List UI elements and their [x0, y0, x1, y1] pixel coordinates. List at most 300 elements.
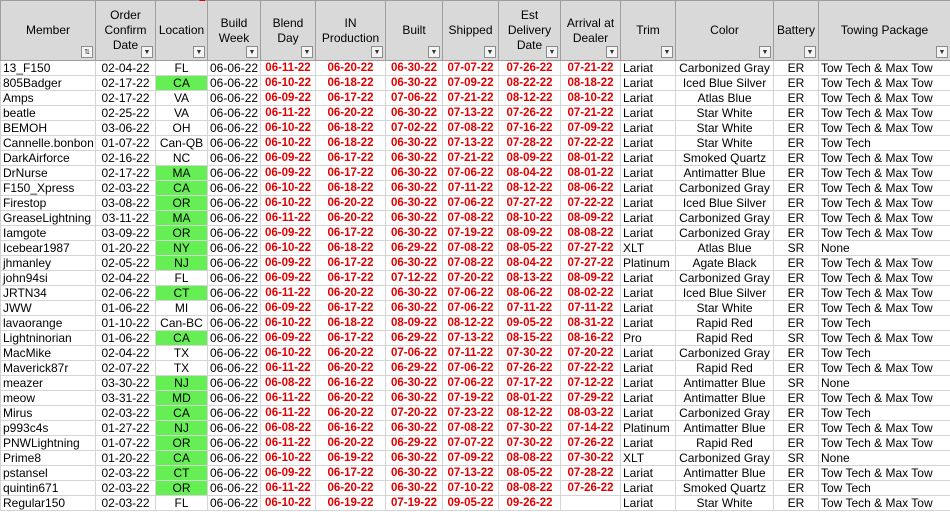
- cell-blend[interactable]: 06-08-22: [261, 376, 316, 391]
- cell-arr[interactable]: 07-11-22: [561, 301, 621, 316]
- cell-ship[interactable]: 07-08-22: [443, 211, 499, 226]
- cell-color[interactable]: Rapid Red: [676, 331, 774, 346]
- cell-est[interactable]: 08-09-22: [499, 151, 561, 166]
- cell-tow[interactable]: Tow Tech: [819, 346, 950, 361]
- cell-ocd[interactable]: 01-10-22: [96, 316, 156, 331]
- cell-built[interactable]: 07-06-22: [386, 346, 443, 361]
- cell-member[interactable]: JWW: [1, 301, 96, 316]
- cell-member[interactable]: p993c4s: [1, 421, 96, 436]
- cell-member[interactable]: JRTN34: [1, 286, 96, 301]
- cell-ocd[interactable]: 02-25-22: [96, 106, 156, 121]
- cell-ocd[interactable]: 02-17-22: [96, 166, 156, 181]
- column-header-bw[interactable]: [208, 1, 261, 61]
- cell-blend[interactable]: 06-11-22: [261, 436, 316, 451]
- cell-loc[interactable]: MI: [156, 301, 208, 316]
- cell-bw[interactable]: 06-06-22: [208, 421, 261, 436]
- cell-tow[interactable]: Tow Tech & Max Tow: [819, 421, 950, 436]
- cell-member[interactable]: Mirus: [1, 406, 96, 421]
- cell-loc[interactable]: MA: [156, 211, 208, 226]
- cell-loc[interactable]: OR: [156, 481, 208, 496]
- cell-member[interactable]: GreaseLightning: [1, 211, 96, 226]
- cell-arr[interactable]: 08-01-22: [561, 151, 621, 166]
- column-header-ship[interactable]: [443, 1, 499, 61]
- cell-loc[interactable]: FL: [156, 496, 208, 511]
- cell-built[interactable]: 06-30-22: [386, 76, 443, 91]
- filter-dropdown-icon[interactable]: ▼: [661, 46, 673, 58]
- cell-inprod[interactable]: 06-18-22: [316, 121, 386, 136]
- cell-arr[interactable]: 07-14-22: [561, 421, 621, 436]
- cell-loc[interactable]: CA: [156, 406, 208, 421]
- cell-loc[interactable]: OR: [156, 436, 208, 451]
- cell-tow[interactable]: Tow Tech & Max Tow: [819, 331, 950, 346]
- cell-member[interactable]: lavaorange: [1, 316, 96, 331]
- cell-color[interactable]: Antimatter Blue: [676, 376, 774, 391]
- filter-dropdown-icon[interactable]: ▼: [141, 46, 153, 58]
- filter-dropdown-icon[interactable]: ▼: [546, 46, 558, 58]
- cell-arr[interactable]: 07-12-22: [561, 376, 621, 391]
- cell-inprod[interactable]: 06-18-22: [316, 316, 386, 331]
- cell-color[interactable]: Carbonized Gray: [676, 346, 774, 361]
- cell-color[interactable]: Iced Blue Silver: [676, 196, 774, 211]
- column-header-blend[interactable]: [261, 1, 316, 61]
- cell-bw[interactable]: 06-06-22: [208, 466, 261, 481]
- cell-bat[interactable]: ER: [774, 391, 819, 406]
- cell-est[interactable]: 07-30-22: [499, 421, 561, 436]
- column-header-color[interactable]: [676, 1, 774, 61]
- cell-bw[interactable]: 06-06-22: [208, 436, 261, 451]
- cell-built[interactable]: 06-30-22: [386, 391, 443, 406]
- cell-est[interactable]: 07-30-22: [499, 346, 561, 361]
- cell-bw[interactable]: 06-06-22: [208, 136, 261, 151]
- cell-bat[interactable]: ER: [774, 136, 819, 151]
- cell-built[interactable]: 06-29-22: [386, 436, 443, 451]
- cell-loc[interactable]: FL: [156, 61, 208, 76]
- cell-trim[interactable]: XLT: [621, 241, 676, 256]
- cell-loc[interactable]: OR: [156, 196, 208, 211]
- cell-ship[interactable]: 07-21-22: [443, 91, 499, 106]
- filter-dropdown-icon[interactable]: ▼: [301, 46, 313, 58]
- cell-ship[interactable]: 07-20-22: [443, 271, 499, 286]
- column-header-trim[interactable]: [621, 1, 676, 61]
- cell-est[interactable]: 07-28-22: [499, 136, 561, 151]
- cell-trim[interactable]: Lariat: [621, 496, 676, 511]
- cell-inprod[interactable]: 06-20-22: [316, 391, 386, 406]
- cell-color[interactable]: Carbonized Gray: [676, 226, 774, 241]
- cell-ship[interactable]: 07-06-22: [443, 196, 499, 211]
- cell-blend[interactable]: 06-11-22: [261, 211, 316, 226]
- cell-member[interactable]: Prime8: [1, 451, 96, 466]
- cell-est[interactable]: 07-11-22: [499, 301, 561, 316]
- cell-built[interactable]: 06-30-22: [386, 166, 443, 181]
- cell-est[interactable]: 08-01-22: [499, 391, 561, 406]
- cell-bw[interactable]: 06-06-22: [208, 391, 261, 406]
- cell-loc[interactable]: TX: [156, 361, 208, 376]
- cell-inprod[interactable]: 06-17-22: [316, 466, 386, 481]
- cell-inprod[interactable]: 06-16-22: [316, 376, 386, 391]
- cell-blend[interactable]: 06-09-22: [261, 151, 316, 166]
- cell-est[interactable]: 08-05-22: [499, 466, 561, 481]
- cell-color[interactable]: Carbonized Gray: [676, 271, 774, 286]
- cell-blend[interactable]: 06-10-22: [261, 316, 316, 331]
- cell-loc[interactable]: TX: [156, 346, 208, 361]
- cell-member[interactable]: Firestop: [1, 196, 96, 211]
- cell-trim[interactable]: Lariat: [621, 316, 676, 331]
- cell-tow[interactable]: Tow Tech & Max Tow: [819, 226, 950, 241]
- cell-color[interactable]: Iced Blue Silver: [676, 76, 774, 91]
- cell-bat[interactable]: ER: [774, 61, 819, 76]
- cell-color[interactable]: Rapid Red: [676, 436, 774, 451]
- cell-inprod[interactable]: 06-20-22: [316, 211, 386, 226]
- cell-loc[interactable]: NJ: [156, 256, 208, 271]
- cell-ship[interactable]: 07-13-22: [443, 106, 499, 121]
- cell-trim[interactable]: Lariat: [621, 346, 676, 361]
- cell-built[interactable]: 06-30-22: [386, 136, 443, 151]
- cell-arr[interactable]: 08-09-22: [561, 271, 621, 286]
- filter-dropdown-icon[interactable]: ▼: [804, 46, 816, 58]
- cell-built[interactable]: 06-30-22: [386, 151, 443, 166]
- cell-inprod[interactable]: 06-17-22: [316, 271, 386, 286]
- cell-ship[interactable]: 07-08-22: [443, 256, 499, 271]
- cell-ocd[interactable]: 02-03-22: [96, 181, 156, 196]
- cell-arr[interactable]: 08-03-22: [561, 406, 621, 421]
- cell-loc[interactable]: FL: [156, 271, 208, 286]
- cell-inprod[interactable]: 06-17-22: [316, 226, 386, 241]
- cell-tow[interactable]: Tow Tech & Max Tow: [819, 271, 950, 286]
- cell-inprod[interactable]: 06-20-22: [316, 481, 386, 496]
- cell-arr[interactable]: 08-02-22: [561, 286, 621, 301]
- cell-ship[interactable]: 07-06-22: [443, 166, 499, 181]
- cell-built[interactable]: 06-30-22: [386, 211, 443, 226]
- cell-member[interactable]: Icebear1987: [1, 241, 96, 256]
- cell-bw[interactable]: 06-06-22: [208, 316, 261, 331]
- filter-dropdown-icon[interactable]: ▼: [936, 46, 948, 58]
- cell-tow[interactable]: Tow Tech: [819, 481, 950, 496]
- cell-blend[interactable]: 06-09-22: [261, 91, 316, 106]
- cell-ship[interactable]: 07-08-22: [443, 241, 499, 256]
- cell-tow[interactable]: Tow Tech & Max Tow: [819, 106, 950, 121]
- cell-color[interactable]: Carbonized Gray: [676, 406, 774, 421]
- cell-inprod[interactable]: 06-20-22: [316, 346, 386, 361]
- column-header-built[interactable]: [386, 1, 443, 61]
- cell-est[interactable]: 08-10-22: [499, 211, 561, 226]
- cell-member[interactable]: john94si: [1, 271, 96, 286]
- cell-loc[interactable]: Can-BC: [156, 316, 208, 331]
- cell-color[interactable]: Smoked Quartz: [676, 481, 774, 496]
- cell-loc[interactable]: NJ: [156, 376, 208, 391]
- cell-arr[interactable]: 07-22-22: [561, 361, 621, 376]
- cell-loc[interactable]: CT: [156, 286, 208, 301]
- cell-est[interactable]: 08-08-22: [499, 451, 561, 466]
- column-header-bat[interactable]: [774, 1, 819, 61]
- cell-ship[interactable]: 07-06-22: [443, 286, 499, 301]
- cell-trim[interactable]: Lariat: [621, 286, 676, 301]
- cell-color[interactable]: Antimatter Blue: [676, 466, 774, 481]
- cell-est[interactable]: 08-12-22: [499, 406, 561, 421]
- cell-color[interactable]: Carbonized Gray: [676, 61, 774, 76]
- cell-color[interactable]: Antimatter Blue: [676, 421, 774, 436]
- cell-bw[interactable]: 06-06-22: [208, 481, 261, 496]
- cell-trim[interactable]: Lariat: [621, 361, 676, 376]
- cell-blend[interactable]: 06-11-22: [261, 391, 316, 406]
- cell-ship[interactable]: 07-10-22: [443, 481, 499, 496]
- cell-built[interactable]: 07-20-22: [386, 406, 443, 421]
- cell-bat[interactable]: ER: [774, 226, 819, 241]
- cell-bw[interactable]: 06-06-22: [208, 166, 261, 181]
- cell-ship[interactable]: 07-13-22: [443, 331, 499, 346]
- cell-ocd[interactable]: 01-20-22: [96, 451, 156, 466]
- cell-bat[interactable]: ER: [774, 481, 819, 496]
- cell-trim[interactable]: XLT: [621, 451, 676, 466]
- cell-trim[interactable]: Lariat: [621, 166, 676, 181]
- cell-inprod[interactable]: 06-20-22: [316, 406, 386, 421]
- cell-bw[interactable]: 06-06-22: [208, 271, 261, 286]
- cell-bw[interactable]: 06-06-22: [208, 496, 261, 511]
- cell-ocd[interactable]: 03-30-22: [96, 376, 156, 391]
- cell-bat[interactable]: ER: [774, 406, 819, 421]
- cell-inprod[interactable]: 06-16-22: [316, 421, 386, 436]
- cell-tow[interactable]: Tow Tech & Max Tow: [819, 391, 950, 406]
- cell-bat[interactable]: ER: [774, 361, 819, 376]
- cell-est[interactable]: 07-27-22: [499, 196, 561, 211]
- cell-est[interactable]: 09-26-22: [499, 496, 561, 511]
- cell-built[interactable]: 07-19-22: [386, 496, 443, 511]
- cell-inprod[interactable]: 06-18-22: [316, 241, 386, 256]
- cell-loc[interactable]: CA: [156, 451, 208, 466]
- cell-ocd[interactable]: 01-20-22: [96, 241, 156, 256]
- cell-arr[interactable]: 07-28-22: [561, 466, 621, 481]
- cell-ocd[interactable]: 03-06-22: [96, 121, 156, 136]
- cell-est[interactable]: 08-13-22: [499, 271, 561, 286]
- cell-member[interactable]: DarkAirforce: [1, 151, 96, 166]
- cell-trim[interactable]: Lariat: [621, 211, 676, 226]
- cell-loc[interactable]: CA: [156, 181, 208, 196]
- cell-built[interactable]: 06-30-22: [386, 61, 443, 76]
- cell-ship[interactable]: 07-06-22: [443, 301, 499, 316]
- filter-dropdown-icon[interactable]: ▼: [759, 46, 771, 58]
- cell-member[interactable]: Maverick87r: [1, 361, 96, 376]
- cell-inprod[interactable]: 06-20-22: [316, 286, 386, 301]
- cell-tow[interactable]: Tow Tech & Max Tow: [819, 196, 950, 211]
- cell-blend[interactable]: 06-09-22: [261, 331, 316, 346]
- column-header-ocd[interactable]: [96, 1, 156, 61]
- cell-tow[interactable]: Tow Tech & Max Tow: [819, 91, 950, 106]
- cell-bat[interactable]: ER: [774, 91, 819, 106]
- cell-color[interactable]: Star White: [676, 301, 774, 316]
- cell-color[interactable]: Smoked Quartz: [676, 151, 774, 166]
- cell-blend[interactable]: 06-09-22: [261, 466, 316, 481]
- cell-bat[interactable]: ER: [774, 316, 819, 331]
- cell-ship[interactable]: 07-09-22: [443, 76, 499, 91]
- cell-member[interactable]: meow: [1, 391, 96, 406]
- cell-color[interactable]: Agate Black: [676, 256, 774, 271]
- cell-est[interactable]: 08-12-22: [499, 181, 561, 196]
- cell-loc[interactable]: CT: [156, 466, 208, 481]
- cell-bat[interactable]: ER: [774, 496, 819, 511]
- cell-bw[interactable]: 06-06-22: [208, 61, 261, 76]
- cell-tow[interactable]: Tow Tech & Max Tow: [819, 61, 950, 76]
- cell-inprod[interactable]: 06-19-22: [316, 496, 386, 511]
- cell-ocd[interactable]: 02-16-22: [96, 151, 156, 166]
- cell-blend[interactable]: 06-10-22: [261, 76, 316, 91]
- cell-trim[interactable]: Platinum: [621, 256, 676, 271]
- cell-color[interactable]: Rapid Red: [676, 316, 774, 331]
- cell-tow[interactable]: Tow Tech & Max Tow: [819, 121, 950, 136]
- cell-trim[interactable]: Lariat: [621, 436, 676, 451]
- cell-color[interactable]: Carbonized Gray: [676, 451, 774, 466]
- cell-blend[interactable]: 06-10-22: [261, 496, 316, 511]
- cell-bat[interactable]: ER: [774, 346, 819, 361]
- cell-trim[interactable]: Lariat: [621, 61, 676, 76]
- cell-member[interactable]: 805Badger: [1, 76, 96, 91]
- cell-bat[interactable]: ER: [774, 256, 819, 271]
- cell-bw[interactable]: 06-06-22: [208, 106, 261, 121]
- cell-color[interactable]: Carbonized Gray: [676, 181, 774, 196]
- cell-member[interactable]: Regular150: [1, 496, 96, 511]
- cell-ocd[interactable]: 02-04-22: [96, 271, 156, 286]
- cell-ocd[interactable]: 02-17-22: [96, 91, 156, 106]
- cell-ocd[interactable]: 01-07-22: [96, 436, 156, 451]
- cell-member[interactable]: quintin671: [1, 481, 96, 496]
- cell-loc[interactable]: VA: [156, 91, 208, 106]
- column-header-est[interactable]: [499, 1, 561, 61]
- cell-tow[interactable]: Tow Tech & Max Tow: [819, 301, 950, 316]
- cell-member[interactable]: pstansel: [1, 466, 96, 481]
- cell-tow[interactable]: Tow Tech & Max Tow: [819, 256, 950, 271]
- cell-bw[interactable]: 06-06-22: [208, 451, 261, 466]
- filter-dropdown-icon[interactable]: ▼: [606, 46, 618, 58]
- cell-arr[interactable]: 07-29-22: [561, 391, 621, 406]
- cell-ship[interactable]: 07-19-22: [443, 391, 499, 406]
- cell-tow[interactable]: Tow Tech & Max Tow: [819, 181, 950, 196]
- cell-trim[interactable]: Lariat: [621, 121, 676, 136]
- cell-color[interactable]: Rapid Red: [676, 361, 774, 376]
- cell-bat[interactable]: ER: [774, 151, 819, 166]
- cell-blend[interactable]: 06-11-22: [261, 286, 316, 301]
- cell-ocd[interactable]: 02-03-22: [96, 496, 156, 511]
- cell-trim[interactable]: Lariat: [621, 376, 676, 391]
- cell-arr[interactable]: [561, 496, 621, 511]
- cell-built[interactable]: 06-30-22: [386, 286, 443, 301]
- cell-tow[interactable]: Tow Tech & Max Tow: [819, 361, 950, 376]
- cell-color[interactable]: Star White: [676, 136, 774, 151]
- cell-bw[interactable]: 06-06-22: [208, 151, 261, 166]
- cell-arr[interactable]: 07-22-22: [561, 196, 621, 211]
- cell-est[interactable]: 07-30-22: [499, 436, 561, 451]
- cell-bw[interactable]: 06-06-22: [208, 196, 261, 211]
- cell-bat[interactable]: ER: [774, 211, 819, 226]
- cell-est[interactable]: 07-17-22: [499, 376, 561, 391]
- cell-bw[interactable]: 06-06-22: [208, 91, 261, 106]
- cell-inprod[interactable]: 06-17-22: [316, 151, 386, 166]
- filter-dropdown-icon[interactable]: ▼: [484, 46, 496, 58]
- cell-member[interactable]: 13_F150: [1, 61, 96, 76]
- cell-blend[interactable]: 06-10-22: [261, 196, 316, 211]
- cell-member[interactable]: DrNurse: [1, 166, 96, 181]
- cell-loc[interactable]: NC: [156, 151, 208, 166]
- cell-member[interactable]: Amps: [1, 91, 96, 106]
- cell-member[interactable]: meazer: [1, 376, 96, 391]
- cell-color[interactable]: Antimatter Blue: [676, 166, 774, 181]
- cell-trim[interactable]: Lariat: [621, 226, 676, 241]
- column-header-loc[interactable]: [156, 1, 208, 61]
- cell-inprod[interactable]: 06-17-22: [316, 256, 386, 271]
- cell-blend[interactable]: 06-08-22: [261, 421, 316, 436]
- cell-bat[interactable]: ER: [774, 76, 819, 91]
- cell-loc[interactable]: CA: [156, 76, 208, 91]
- cell-inprod[interactable]: 06-17-22: [316, 331, 386, 346]
- cell-member[interactable]: Lightninorian: [1, 331, 96, 346]
- column-header-tow[interactable]: [819, 1, 950, 61]
- cell-built[interactable]: 07-02-22: [386, 121, 443, 136]
- cell-bat[interactable]: ER: [774, 121, 819, 136]
- cell-arr[interactable]: 07-22-22: [561, 136, 621, 151]
- cell-built[interactable]: 06-30-22: [386, 451, 443, 466]
- cell-inprod[interactable]: 06-20-22: [316, 361, 386, 376]
- cell-loc[interactable]: OH: [156, 121, 208, 136]
- cell-arr[interactable]: 08-10-22: [561, 91, 621, 106]
- cell-ship[interactable]: 07-07-22: [443, 436, 499, 451]
- cell-bw[interactable]: 06-06-22: [208, 331, 261, 346]
- cell-arr[interactable]: 08-06-22: [561, 181, 621, 196]
- cell-loc[interactable]: OR: [156, 226, 208, 241]
- cell-ocd[interactable]: 01-07-22: [96, 136, 156, 151]
- cell-arr[interactable]: 08-18-22: [561, 76, 621, 91]
- cell-built[interactable]: 07-12-22: [386, 271, 443, 286]
- cell-inprod[interactable]: 06-19-22: [316, 451, 386, 466]
- cell-ship[interactable]: 07-21-22: [443, 151, 499, 166]
- cell-inprod[interactable]: 06-17-22: [316, 301, 386, 316]
- cell-tow[interactable]: Tow Tech & Max Tow: [819, 151, 950, 166]
- cell-est[interactable]: 08-15-22: [499, 331, 561, 346]
- cell-bat[interactable]: ER: [774, 181, 819, 196]
- cell-trim[interactable]: Lariat: [621, 301, 676, 316]
- cell-ship[interactable]: 07-06-22: [443, 376, 499, 391]
- cell-color[interactable]: Atlas Blue: [676, 241, 774, 256]
- cell-blend[interactable]: 06-11-22: [261, 406, 316, 421]
- cell-bw[interactable]: 06-06-22: [208, 241, 261, 256]
- cell-tow[interactable]: Tow Tech: [819, 406, 950, 421]
- cell-ship[interactable]: 07-07-22: [443, 61, 499, 76]
- cell-tow[interactable]: None: [819, 241, 950, 256]
- cell-inprod[interactable]: 06-20-22: [316, 106, 386, 121]
- cell-member[interactable]: Iamgote: [1, 226, 96, 241]
- cell-tow[interactable]: Tow Tech: [819, 316, 950, 331]
- cell-ocd[interactable]: 02-03-22: [96, 406, 156, 421]
- cell-bw[interactable]: 06-06-22: [208, 211, 261, 226]
- cell-loc[interactable]: VA: [156, 106, 208, 121]
- cell-ocd[interactable]: 01-27-22: [96, 421, 156, 436]
- cell-tow[interactable]: None: [819, 376, 950, 391]
- cell-built[interactable]: 08-09-22: [386, 316, 443, 331]
- cell-tow[interactable]: Tow Tech & Max Tow: [819, 166, 950, 181]
- cell-inprod[interactable]: 06-20-22: [316, 61, 386, 76]
- cell-est[interactable]: 07-26-22: [499, 361, 561, 376]
- cell-built[interactable]: 06-30-22: [386, 481, 443, 496]
- cell-blend[interactable]: 06-10-22: [261, 181, 316, 196]
- cell-bw[interactable]: 06-06-22: [208, 76, 261, 91]
- cell-ocd[interactable]: 01-06-22: [96, 331, 156, 346]
- filter-dropdown-icon[interactable]: ▼: [193, 46, 205, 58]
- cell-trim[interactable]: Lariat: [621, 406, 676, 421]
- cell-built[interactable]: 06-30-22: [386, 466, 443, 481]
- sort-filter-icon[interactable]: ⇅: [81, 46, 93, 58]
- cell-built[interactable]: 06-30-22: [386, 256, 443, 271]
- cell-blend[interactable]: 06-10-22: [261, 241, 316, 256]
- cell-arr[interactable]: 07-26-22: [561, 481, 621, 496]
- cell-bw[interactable]: 06-06-22: [208, 286, 261, 301]
- cell-bat[interactable]: ER: [774, 466, 819, 481]
- cell-built[interactable]: 06-29-22: [386, 361, 443, 376]
